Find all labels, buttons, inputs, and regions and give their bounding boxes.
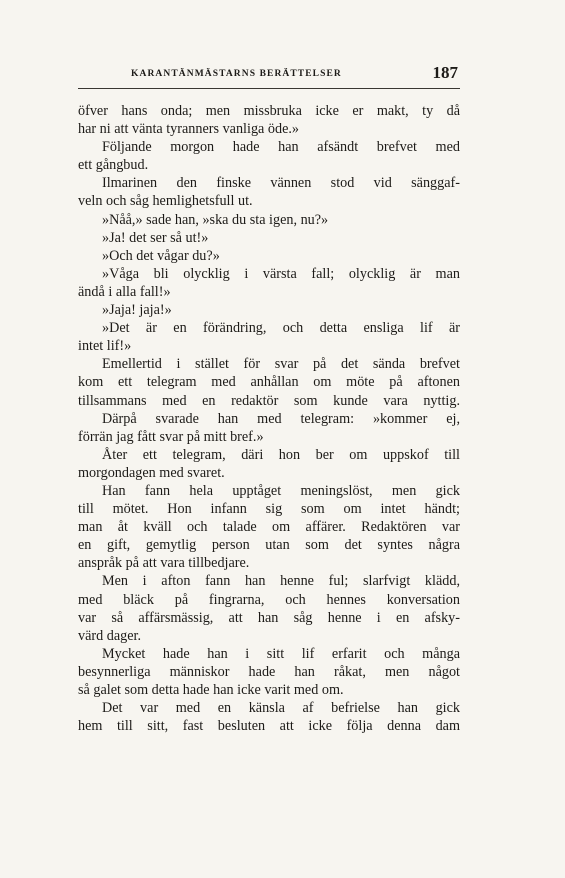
text-line: Han fann hela upptåget meningslöst, men gick bbox=[102, 482, 460, 499]
text-line: en gift, gemytlig person utan som det syntes några bbox=[78, 537, 460, 554]
text-line: »Jaja! jaja!» bbox=[102, 302, 172, 319]
text-line: intet lif!» bbox=[78, 338, 132, 355]
text-line: förrän jag fått svar på mitt bref.» bbox=[78, 428, 264, 445]
text-line: anspråk på att vara tillbedjare. bbox=[78, 555, 250, 572]
text-line: besynnerliga människor hade han råkat, men något bbox=[78, 663, 460, 680]
text-line: ett gångbud. bbox=[78, 157, 149, 174]
text-line: öfver hans onda; men missbruka icke er makt, ty då bbox=[78, 103, 460, 119]
text-line: var så affärsmässig, att han såg henne i en afsky- bbox=[78, 609, 460, 626]
text-line: Ilmarinen den finske vännen stod vid sänggaf- bbox=[102, 175, 460, 192]
text-line: »Det är en förändring, och detta ensliga lif är bbox=[102, 320, 460, 337]
text-line: Det var med en känsla af befrielse han gick bbox=[102, 700, 460, 717]
page-number: 187 bbox=[432, 63, 458, 82]
body-text bbox=[78, 102, 460, 735]
text-line: värd dager. bbox=[78, 627, 142, 644]
running-head: KARANTÄNMÄSTARNS BERÄTTELSER bbox=[131, 69, 342, 79]
text-line: så galet som detta hade han icke varit med om. bbox=[78, 682, 344, 698]
page-header bbox=[78, 63, 460, 89]
text-line: tillsammans med en redaktör som kunde vara nyttig. bbox=[78, 392, 460, 409]
text-line: har ni att vänta tyranners vanliga öde.» bbox=[78, 121, 300, 138]
text-line: till mötet. Hon infann sig som om intet händt; bbox=[78, 501, 460, 518]
text-line: ändå i alla fall!» bbox=[78, 283, 171, 300]
text-line: man åt kväll och talade om affärer. Redaktören var bbox=[78, 519, 460, 536]
text-line: morgondagen med svaret. bbox=[78, 464, 225, 481]
text-line: Följande morgon hade han afsändt brefvet med bbox=[102, 139, 460, 156]
text-line: Emellertid i stället för svar på det sända brefvet bbox=[102, 356, 460, 373]
text-line: »Nåå,» sade han, »ska du sta igen, nu?» bbox=[102, 211, 329, 228]
text-line: Därpå svarade han med telegram: »kommer ej, bbox=[102, 410, 460, 427]
text-line: Mycket hade han i sitt lif erfarit och många bbox=[102, 645, 460, 662]
text-line: Men i afton fann han henne ful; slarfvigt klädd, bbox=[102, 573, 460, 590]
text-line: kom ett telegram med anhållan om möte på aftonen bbox=[78, 374, 460, 391]
text-line: »Våga bli olycklig i värsta fall; olycklig är man bbox=[102, 265, 460, 282]
text-line: veln och såg hemlighetsfull ut. bbox=[78, 193, 253, 210]
text-line: med bläck på fingrarna, och hennes konversation bbox=[78, 591, 460, 608]
text-line: »Ja! det ser så ut!» bbox=[102, 229, 209, 246]
text-line: hem till sitt, fast besluten att icke följa denna dam bbox=[78, 718, 460, 735]
text-line: »Och det vågar du?» bbox=[102, 247, 220, 264]
text-line: Åter ett telegram, däri hon ber om uppskof till bbox=[102, 446, 460, 463]
